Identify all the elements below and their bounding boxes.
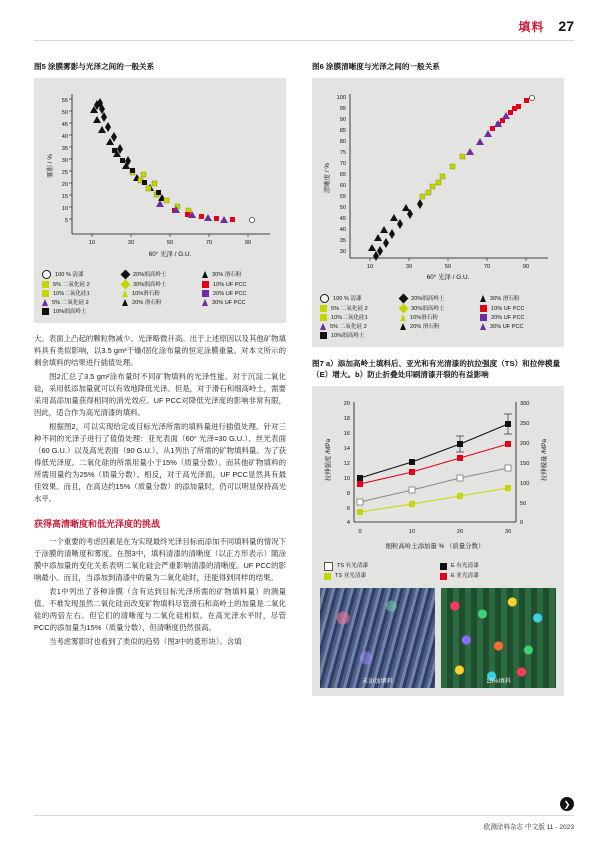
legend-item — [440, 562, 552, 571]
figure5-svg — [42, 86, 278, 258]
left-column — [34, 62, 286, 650]
marker-circle-open-icon — [42, 270, 51, 279]
legend-label: 20%细高岭土 — [411, 295, 445, 302]
page-number: 27 — [558, 18, 574, 34]
legend-item — [202, 299, 278, 306]
marker-square-icon — [440, 573, 447, 580]
figure6-chart — [312, 78, 564, 288]
marker-triangle-icon — [202, 271, 208, 278]
legend-label: 100 % 清漆 — [333, 295, 362, 302]
legend-item — [202, 290, 278, 297]
marker-square-icon — [42, 308, 49, 315]
legend-item — [400, 294, 476, 303]
marker-square-icon — [202, 281, 209, 288]
svg-text:100: 100 — [520, 480, 530, 487]
legend-item — [440, 573, 552, 580]
svg-text:55: 55 — [61, 98, 68, 105]
svg-text:50: 50 — [520, 500, 527, 507]
marker-square-icon — [440, 563, 447, 570]
legend-label: 10% UF PCC — [213, 281, 247, 288]
svg-text:35: 35 — [339, 238, 346, 245]
legend-label: 20% UF PCC — [491, 314, 525, 321]
svg-text:40: 40 — [339, 227, 346, 234]
svg-text:100: 100 — [336, 95, 346, 102]
marker-square-icon — [320, 305, 327, 312]
svg-text:50: 50 — [444, 264, 452, 271]
paragraph: 一个重要的考虑因素是在为实现最终光泽目标而添加不同填料量的情况下于涂膜的清晰度和雾度。在图3中，填料清漆的清晰度（以正方形表示）随涂膜中添加量的变化关系表明二氧化硅会严重影响清漆的清晰度。UF PCC的影响最小。而且，当添加到清漆中的量为二氧化硅时，还能得到同样的结果。 — [34, 537, 286, 582]
svg-text:90: 90 — [244, 240, 252, 247]
legend-item — [320, 305, 396, 312]
legend-label: 5% 二氧化硅 2 — [53, 281, 90, 288]
svg-text:70: 70 — [205, 240, 213, 247]
svg-text:90: 90 — [339, 117, 346, 124]
legend-label: 10%二氧化硅1 — [53, 290, 90, 297]
svg-text:60° 光泽 / G.U.: 60° 光泽 / G.U. — [426, 274, 470, 282]
svg-text:10: 10 — [366, 264, 374, 271]
header-title: 填料 — [518, 20, 545, 34]
svg-text:250: 250 — [520, 420, 530, 427]
footer-text: 欧测涂料杂志 中文版 11 - 2023 — [483, 824, 574, 831]
marker-square-icon — [480, 314, 487, 321]
svg-text:30: 30 — [339, 249, 346, 256]
svg-text:95: 95 — [339, 106, 346, 113]
svg-text:85: 85 — [339, 128, 346, 135]
legend-label: 30% UF PCC — [490, 323, 524, 330]
legend-item — [480, 294, 556, 303]
marker-diamond-icon — [399, 294, 409, 304]
svg-text:18: 18 — [343, 415, 350, 422]
svg-text:10: 10 — [408, 528, 416, 535]
svg-text:雾影 / %: 雾影 / % — [47, 154, 54, 179]
legend-item — [122, 290, 198, 297]
marker-square-icon — [324, 573, 331, 580]
figure6-legend — [312, 288, 564, 347]
legend-label: TS 有光清漆 — [337, 563, 369, 570]
legend-item — [324, 573, 436, 580]
legend-label: 20% UF PCC — [213, 290, 247, 297]
legend-item — [480, 323, 556, 330]
svg-text:90: 90 — [522, 264, 530, 271]
paragraph: 大。表面上凸起的颗粒物减少、光泽略微升高。出于上述原因以及其他矿物填料具有类似影响，以3.5 gm³干燥/固化涂布量的恒定涂膜重量。对本文所示的剩余填料的结果进行插值处理。 — [34, 334, 286, 368]
marker-triangle-icon — [400, 314, 406, 321]
footer-divider — [34, 815, 574, 816]
photo-15-filler — [441, 588, 556, 688]
paragraph: 当考虑雾影时也看到了类似的趋势（图3中的菱形块）。含填 — [49, 636, 242, 646]
svg-text:300: 300 — [520, 400, 530, 407]
marker-diamond-icon — [399, 304, 409, 314]
svg-text:50: 50 — [339, 205, 346, 212]
figure6-svg — [320, 86, 556, 282]
legend-item — [42, 281, 118, 288]
legend-label: 20% 滑石粉 — [132, 299, 162, 306]
figure6-title: 图6 涂膜清晰度与光泽之间的一般关系 — [312, 62, 440, 71]
svg-text:40: 40 — [61, 134, 68, 141]
paragraph: 根据图2，可以实现给定或目标光泽所需的填料量进行插值处理。针对三种不同的光泽子进行了值值处理：亚光表面（60° 光泽=30 G.U.）、丝光表面（60 G.U.）以及高光表面（90 G.U.）。从1列出了所需的矿物填料量。为了获得低光泽度。二氧化硅的所需用量小于15%（质量分数）。而其他矿物填料的所需用量约为25%（质量分数）。相反，对于高光泽面，UF PCC显然具有最佳效果。而且，在高达约15%（质量分数）的添加量时，仍可以明显保持高光水平。 — [34, 422, 286, 504]
marker-triangle-icon — [122, 299, 128, 306]
figure5-chart — [34, 78, 286, 264]
legend-label: 10% UF PCC — [491, 305, 525, 312]
svg-text:30: 30 — [405, 264, 413, 271]
legend-item — [122, 299, 198, 306]
legend-item — [42, 290, 118, 297]
legend-label: 5% 二氧化硅 2 — [52, 299, 89, 306]
svg-text:10: 10 — [61, 206, 68, 213]
svg-text:0: 0 — [520, 519, 524, 526]
right-column — [312, 62, 564, 696]
svg-text:0: 0 — [358, 528, 362, 535]
marker-diamond-icon — [121, 270, 131, 280]
legend-item — [320, 332, 396, 339]
figure6-legend-grid — [320, 294, 556, 339]
paragraph: 表1中列出了各种涂膜（含有达到目标光泽所需的矿物填料量）的测量值。不难发现虽然二氧化硅而改变矿物填料尽管滑石和高岭土的加量是二氧化硅的两倍左右。但它们的清晰度与二氧化硅相似。在高光泽水平时，尽管PCC的添加量为15%（质量分数），但清晰度仍然很高。 — [34, 586, 286, 632]
svg-text:50: 50 — [166, 240, 174, 247]
figure5-legend — [34, 264, 286, 323]
legend-item — [42, 299, 118, 306]
svg-text:10: 10 — [88, 240, 96, 247]
header-divider — [34, 40, 574, 41]
figure7b-photos — [320, 588, 556, 688]
legend-label: E 亚光清漆 — [451, 573, 479, 580]
svg-text:35: 35 — [61, 146, 68, 153]
svg-text:65: 65 — [339, 172, 346, 179]
svg-text:12: 12 — [343, 460, 350, 467]
legend-item — [122, 270, 198, 279]
legend-item — [320, 294, 396, 303]
figure7-svg — [320, 394, 556, 562]
photo-caption: 15%填料 — [486, 677, 511, 685]
legend-item — [42, 270, 118, 279]
legend-label: 10%细高岭土 — [331, 332, 365, 339]
svg-text:45: 45 — [339, 216, 346, 223]
legend-label: 30% UF PCC — [212, 299, 246, 306]
legend-item — [480, 314, 556, 321]
marker-triangle-icon — [42, 299, 48, 306]
svg-text:150: 150 — [520, 460, 530, 467]
svg-text:70: 70 — [339, 161, 346, 168]
legend-label: 20% 滑石粉 — [410, 323, 440, 330]
section-heading: 获得高清晰度和低光泽度的挑战 — [34, 519, 161, 530]
legend-label: 10%细高岭土 — [53, 308, 87, 315]
legend-item — [320, 314, 396, 321]
marker-square-icon — [320, 314, 327, 321]
svg-text:60° 光泽 / G.U.: 60° 光泽 / G.U. — [148, 251, 192, 259]
legend-label: TS 亚光清漆 — [335, 573, 367, 580]
legend-label: 5% 二氧化硅 2 — [331, 305, 368, 312]
marker-diamond-icon — [121, 280, 131, 290]
legend-item — [202, 281, 278, 288]
figure7-chart — [312, 386, 564, 696]
svg-text:50: 50 — [61, 110, 68, 117]
page-footer — [34, 815, 574, 831]
svg-text:6: 6 — [346, 505, 350, 512]
legend-item — [324, 562, 436, 571]
svg-text:8: 8 — [346, 490, 350, 497]
figure7-legend — [320, 562, 556, 580]
marker-triangle-icon — [400, 323, 406, 330]
legend-label: 10%二氧化硅1 — [331, 314, 368, 321]
legend-label: 20%细高岭土 — [133, 271, 167, 278]
svg-text:5: 5 — [64, 218, 68, 225]
photo-caption: 未添加填料 — [362, 677, 393, 685]
legend-label: 5% 二氧化硅 2 — [330, 323, 367, 330]
svg-text:30: 30 — [504, 528, 512, 535]
svg-text:80: 80 — [339, 139, 346, 146]
svg-text:20: 20 — [456, 528, 464, 535]
svg-text:200: 200 — [520, 440, 530, 447]
legend-item — [400, 323, 476, 330]
svg-text:30: 30 — [61, 158, 68, 165]
legend-item — [202, 270, 278, 279]
figure7-title: 图7 a）添加高岭土填料后、亚光和有光清漆的抗拉强度（TS）和拉伸模量（E）增大。b）防止折叠处印刷清漆开裂的有益影响 — [312, 359, 561, 379]
svg-text:60: 60 — [339, 183, 346, 190]
marker-square-icon — [42, 281, 49, 288]
svg-text:75: 75 — [339, 150, 346, 157]
marker-triangle-icon — [202, 299, 208, 306]
figure5-title: 图5 涂膜雾影与光泽之间的一般关系 — [34, 62, 155, 71]
legend-item — [320, 323, 396, 330]
svg-text:25: 25 — [61, 170, 68, 177]
legend-label: 30% 滑石粉 — [212, 271, 242, 278]
svg-text:14: 14 — [343, 445, 350, 452]
marker-triangle-icon — [320, 323, 326, 330]
svg-text:细粒高岭土添加量 % （质量分数）: 细粒高岭土添加量 % （质量分数） — [385, 542, 485, 550]
svg-text:30: 30 — [127, 240, 135, 247]
figure5-legend-grid — [42, 270, 278, 315]
legend-item — [400, 314, 476, 321]
marker-square-icon — [202, 290, 209, 297]
legend-item — [122, 281, 198, 288]
legend-label: 30%细高岭土 — [133, 281, 167, 288]
svg-text:55: 55 — [339, 194, 346, 201]
left-body-text — [34, 333, 286, 648]
svg-text:15: 15 — [61, 194, 68, 201]
svg-text:20: 20 — [61, 182, 68, 189]
paragraph: 图2汇总了3.5 gm²涂布量时不同矿物填料的光泽性能。对于沉淀二氧化硅，采用低添加量就可以有效地降低光泽。但是，对于滑石和细高岭土，需要采用高添加量获得相同的消光效应。UF PCC对降低光泽度的影响非常有限，因此，适合作为高光清漆的填料。 — [34, 372, 286, 418]
legend-label: 10%滑石粉 — [132, 290, 160, 297]
marker-circle-open-icon — [320, 294, 329, 303]
svg-text:70: 70 — [483, 264, 491, 271]
legend-label: 30% 滑石粉 — [490, 295, 520, 302]
marker-square-icon — [324, 562, 333, 571]
legend-label: 30%细高岭土 — [411, 305, 445, 312]
next-page-button[interactable]: ❯ — [560, 797, 574, 811]
marker-triangle-icon — [480, 323, 486, 330]
svg-text:16: 16 — [343, 430, 350, 437]
marker-square-icon — [480, 305, 487, 312]
svg-text:清晰度 / %: 清晰度 / % — [324, 163, 331, 194]
marker-square-icon — [320, 332, 327, 339]
legend-item — [42, 308, 118, 315]
svg-text:拉伸模量 /MPa: 拉伸模量 /MPa — [541, 438, 548, 481]
svg-text:拉伸强度 /MPa: 拉伸强度 /MPa — [325, 438, 332, 481]
marker-triangle-icon — [122, 290, 128, 297]
legend-item — [480, 305, 556, 312]
svg-text:10: 10 — [343, 475, 350, 482]
legend-label: E 有光清漆 — [451, 563, 479, 570]
marker-square-icon — [42, 290, 49, 297]
legend-label: 10%滑石粉 — [410, 314, 438, 321]
svg-text:4: 4 — [346, 519, 350, 526]
marker-triangle-icon — [480, 295, 486, 302]
svg-text:45: 45 — [61, 122, 68, 129]
legend-label: 100 % 清漆 — [55, 271, 84, 278]
svg-text:20: 20 — [343, 400, 350, 407]
legend-item — [400, 305, 476, 312]
photo-no-filler — [320, 588, 435, 688]
page-header — [518, 18, 574, 35]
